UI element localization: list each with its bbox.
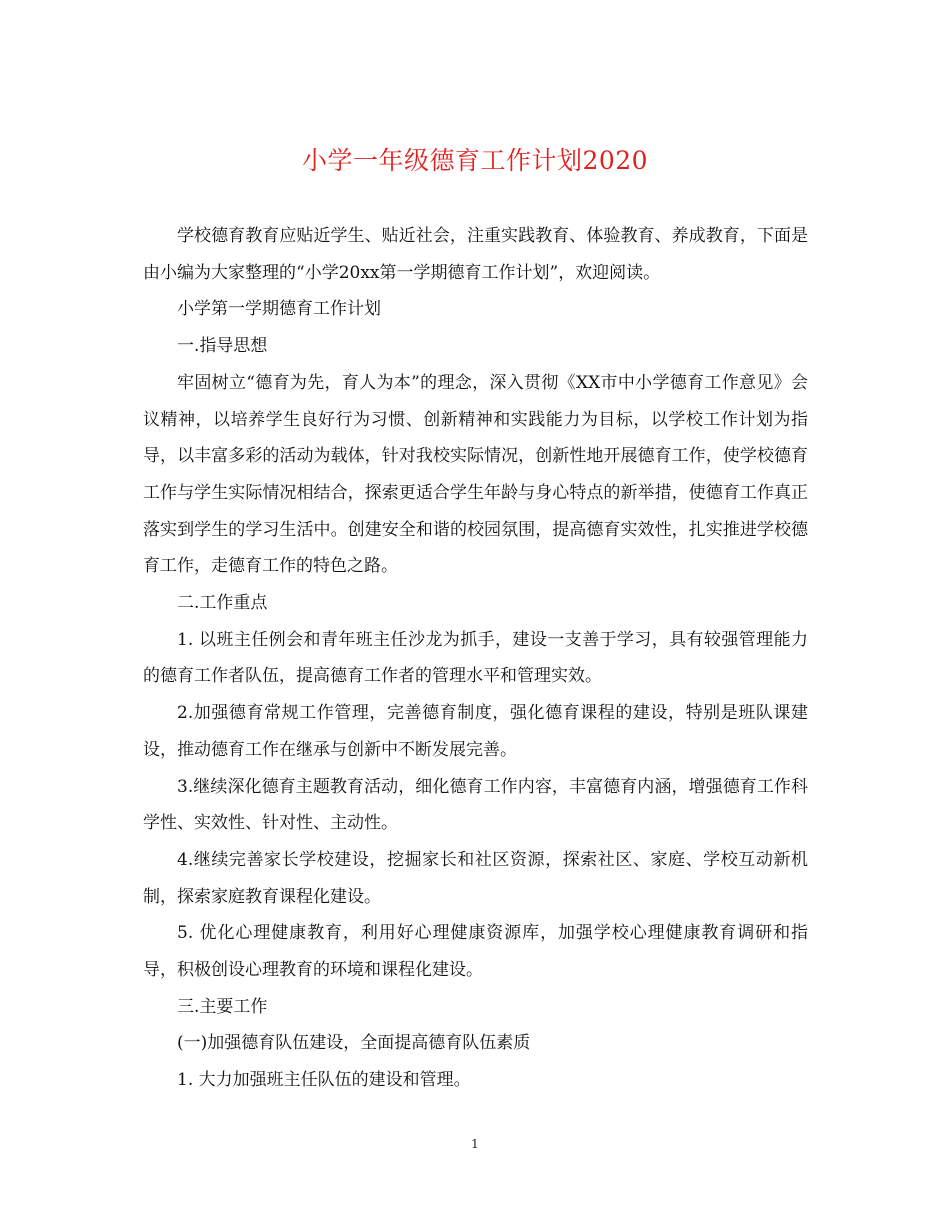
document-body <box>143 218 808 1099</box>
section-heading-main-work: 三.主要工作 <box>177 996 268 1017</box>
section-heading-key-points: 二.工作重点 <box>177 593 268 614</box>
subsection-heading: (一)加强德育队伍建设，全面提高德育队伍素质 <box>177 1033 531 1054</box>
main-work-item: 1. 大力加强班主任队伍的建设和管理。 <box>177 1070 471 1091</box>
key-point-item: 3.继续深化德育主题教育活动，细化德育工作内容，丰富德育内涵，增强德育工作科学性、实效性、针对性、主动性。 <box>143 776 808 834</box>
key-point-item: 2.加强德育常规工作管理，完善德育制度，强化德育课程的建设，特别是班队课建设，推动德育工作在继承与创新中不断发展完善。 <box>143 703 808 760</box>
key-point-item: 5. 优化心理健康教育，利用好心理健康资源库，加强学校心理健康教育调研和指导，积极创设心理教育的环境和课程化建设。 <box>143 923 808 981</box>
section-heading-guiding-thought: 一.指导思想 <box>177 336 268 357</box>
document-title: 小学一年级德育工作计划2020 <box>301 146 649 175</box>
guiding-thought-paragraph: 牢固树立“德育为先，育人为本”的理念，深入贯彻《XX市中小学德育工作意见》会议精神，以培养学生良好行为习惯、创新精神和实践能力为目标，以学校工作计划为指导，以丰富多彩的活动为载体，针对我校实际情况，创新性地开展德育工作，使学校德育工作与学生实际情况相结合，探索更适合学生年龄与身心特点的新举措，使德育工作真正落实到学生的学习生活中。创建安全和谐的校园氛围，提高德育实效性，扎实推进学校德育工作，走德育工作的特色之路。 <box>143 372 808 577</box>
key-point-item: 4.继续完善家长学校建设，挖掘家长和社区资源，探索社区、家庭、学校互动新机制，探索家庭教育课程化建设。 <box>143 849 808 907</box>
page-number: 1 <box>471 1137 479 1151</box>
intro-paragraph: 学校德育教育应贴近学生、贴近社会，注重实践教育、体验教育、养成教育，下面是由小编为大家整理的“小学20xx第一学期德育工作计划”，欢迎阅读。 <box>143 226 808 283</box>
plan-subtitle: 小学第一学期德育工作计划 <box>177 299 381 320</box>
key-point-item: 1. 以班主任例会和青年班主任沙龙为抓手，建设一支善于学习，具有较强管理能力的德育工作者队伍，提高德育工作者的管理水平和管理实效。 <box>143 629 808 687</box>
